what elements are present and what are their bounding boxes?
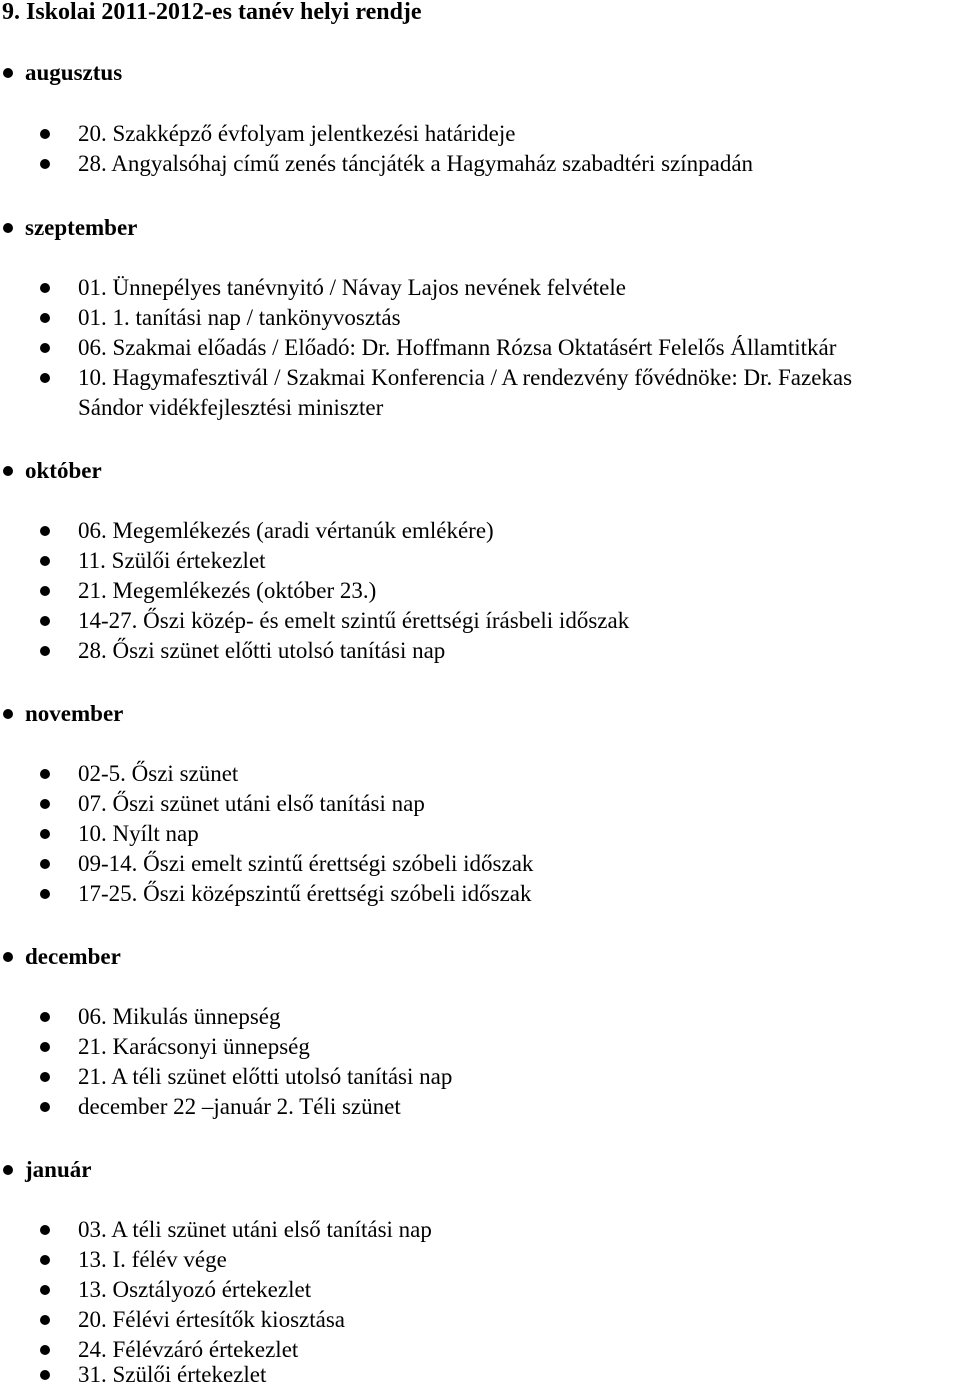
bullet-icon xyxy=(40,586,50,596)
list-item-text: 21. A téli szünet előtti utolsó tanítási nap xyxy=(78,1064,453,1089)
list-item-text: 06. Szakmai előadás / Előadó: Dr. Hoffmann Rózsa Oktatásért Felelős Államtitkár xyxy=(78,335,837,360)
list-item-text: 01. 1. tanítási nap / tankönyvosztás xyxy=(78,305,401,330)
bullet-icon xyxy=(40,283,50,293)
list-item xyxy=(0,819,960,849)
list-item xyxy=(0,606,960,636)
bullet-icon xyxy=(40,526,50,536)
list-item xyxy=(0,636,960,666)
list-item-continuation xyxy=(0,393,960,423)
bullet-icon xyxy=(40,799,50,809)
list-item-text: december 22 –január 2. Téli szünet xyxy=(78,1094,401,1119)
list-item xyxy=(0,759,960,789)
list-item-text: 13. I. félév vége xyxy=(78,1247,227,1272)
list-item-text: 10. Hagymafesztivál / Szakmai Konferencia / A rendezvény fővédnöke: Dr. Fazekas xyxy=(78,365,853,390)
month-label: október xyxy=(25,458,102,483)
list-item-text: 20. Szakképző évfolyam jelentkezési határideje xyxy=(78,121,516,146)
list-item-text: 24. Félévzáró értekezlet xyxy=(78,1337,299,1362)
list-item xyxy=(0,333,960,363)
bullet-icon xyxy=(40,1072,50,1082)
bullet-icon xyxy=(40,159,50,169)
list-item xyxy=(0,516,960,546)
bullet-icon xyxy=(3,223,13,233)
month-heading-szeptember xyxy=(0,213,960,243)
list-item xyxy=(0,1360,960,1390)
list-item-text: 28. Angyalsóhaj című zenés táncjáték a Hagymaház szabadtéri színpadán xyxy=(78,151,754,176)
bullet-icon xyxy=(40,373,50,383)
list-item-text: 28. Őszi szünet előtti utolsó tanítási nap xyxy=(78,638,446,663)
list-item-text: 09-14. Őszi emelt szintű érettségi szóbeli időszak xyxy=(78,851,534,876)
month-label: december xyxy=(25,944,121,969)
list-item-text: 21. Megemlékezés (október 23.) xyxy=(78,578,377,603)
bullet-icon xyxy=(3,709,13,719)
list-item xyxy=(0,546,960,576)
list-item xyxy=(0,363,960,393)
bullet-icon xyxy=(40,129,50,139)
list-item-text: 06. Mikulás ünnepség xyxy=(78,1004,281,1029)
bullet-icon xyxy=(40,616,50,626)
list-item-text: 17-25. Őszi középszintű érettségi szóbeli időszak xyxy=(78,881,532,906)
list-item-text: 06. Megemlékezés (aradi vértanúk emlékére) xyxy=(78,518,494,543)
bullet-icon xyxy=(3,952,13,962)
bullet-icon xyxy=(3,1165,13,1175)
list-item xyxy=(0,789,960,819)
bullet-icon xyxy=(40,1315,50,1325)
list-item xyxy=(0,1245,960,1275)
bullet-icon xyxy=(40,1225,50,1235)
list-item-text: 13. Osztályozó értekezlet xyxy=(78,1277,312,1302)
bullet-icon xyxy=(40,859,50,869)
list-item-text: 14-27. Őszi közép- és emelt szintű érettségi írásbeli időszak xyxy=(78,608,630,633)
bullet-icon xyxy=(3,466,13,476)
month-heading-december xyxy=(0,942,960,972)
bullet-icon xyxy=(40,889,50,899)
bullet-icon xyxy=(40,313,50,323)
list-item-text: 11. Szülői értekezlet xyxy=(78,548,266,573)
list-item-text: 21. Karácsonyi ünnepség xyxy=(78,1034,310,1059)
list-item xyxy=(0,1092,960,1122)
bullet-icon xyxy=(3,68,13,78)
list-item xyxy=(0,303,960,333)
list-item xyxy=(0,1032,960,1062)
list-item-text: Sándor vidékfejlesztési miniszter xyxy=(78,395,384,420)
bullet-icon xyxy=(40,829,50,839)
page-title: 9. Iskolai 2011-2012-es tanév helyi rendje xyxy=(2,0,422,25)
bullet-icon xyxy=(40,1042,50,1052)
month-heading-november xyxy=(0,699,960,729)
bullet-icon xyxy=(40,646,50,656)
list-item xyxy=(0,1215,960,1245)
month-label: augusztus xyxy=(25,60,123,85)
list-item-text: 10. Nyílt nap xyxy=(78,821,199,846)
list-item-text: 31. Szülői értekezlet xyxy=(78,1362,267,1387)
bullet-icon xyxy=(40,769,50,779)
list-item xyxy=(0,1275,960,1305)
bullet-icon xyxy=(40,1345,50,1355)
list-item xyxy=(0,1062,960,1092)
bullet-icon xyxy=(40,343,50,353)
list-item xyxy=(0,149,960,179)
list-item-text: 02-5. Őszi szünet xyxy=(78,761,239,786)
month-label: november xyxy=(25,701,124,726)
list-item-text: 01. Ünnepélyes tanévnyitó / Návay Lajos nevének felvétele xyxy=(78,275,626,300)
month-heading-oktober xyxy=(0,456,960,486)
bullet-icon xyxy=(40,1255,50,1265)
list-item-text: 03. A téli szünet utáni első tanítási nap xyxy=(78,1217,432,1242)
bullet-icon xyxy=(40,556,50,566)
list-item xyxy=(0,119,960,149)
bullet-icon xyxy=(40,1012,50,1022)
bullet-icon xyxy=(40,1102,50,1112)
list-item xyxy=(0,273,960,303)
bullet-icon xyxy=(40,1285,50,1295)
list-item-text: 20. Félévi értesítők kiosztása xyxy=(78,1307,345,1332)
month-label: szeptember xyxy=(25,215,138,240)
list-item xyxy=(0,1002,960,1032)
month-heading-januar xyxy=(0,1155,960,1185)
month-label: január xyxy=(25,1157,92,1182)
list-item xyxy=(0,1305,960,1335)
list-item xyxy=(0,879,960,909)
list-item xyxy=(0,849,960,879)
bullet-icon xyxy=(40,1370,50,1380)
month-heading-augusztus xyxy=(0,58,960,88)
list-item xyxy=(0,576,960,606)
list-item-text: 07. Őszi szünet utáni első tanítási nap xyxy=(78,791,425,816)
